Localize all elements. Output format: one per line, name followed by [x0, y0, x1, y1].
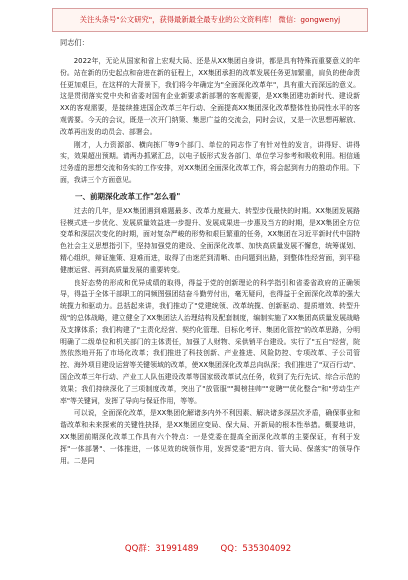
greeting: 同志们：: [60, 38, 89, 47]
qq-group-text: QQ群：31991489: [124, 544, 199, 554]
section-heading: 一、前期深化改革工作"怎么看": [75, 191, 181, 201]
promo-banner-text: 关注头条号"公文研究"，获得最新最全最专业的公文资料库！ 微信：gongwenyj: [79, 15, 341, 24]
paragraph: 2022年，无论从国家和省上宏观大局、还是从XX集团自身讲，都是具有特殊而重要意义的年份。站在新的历史起点和奋进在新的征程上，XX集团承担的改革发展任务更加繁重，肩负的使命责任更加艰巨，在这样的大背景下，我们将今年确定为"全面深化改革年"，具有重大而深远的意义。这是贯彻落实党中央和省委对国有企业新要求新部署的客观需要，是XX集团建功新时代、建设新XX的客观需要，是接续推进国企改革三年行动、全面提高XX集团深化改革整体性协同性水平的客观需要。今天的会议，既是一次开门纳策、集思广益的交流会，同时会议，又是一次思想再解放、改革再出发的动员会、部署会。: [60, 57, 360, 136]
document-body: [60, 38, 360, 468]
paragraph: 可以说，全面深化改革，是XX集团化解诸多内外不利因素、解决诸多深层次矛盾，确保事业和谐改革和未来探索的关键性抉择，是XX集团应变局、保大局、开新局的根本性举措。概要地讲，XX集团前期深化改革工作具有六个特点：一是党委在提高全面深化改革的主要保证，有利于发挥"一体部署"、一体推进，一体见效的统领作用，发挥党委"把方向、管大局、保落实"的领导作用。二是同: [60, 409, 360, 465]
promo-banner: [52, 8, 368, 32]
qq-text: QQ：535304092: [220, 544, 292, 554]
footer-contact: [118, 538, 298, 558]
paragraph: 过去的几年，是XX集团遇到难题最多、改革力度最大、转型步伐最快的时期。XX集团发展路径模式进一步优化、发展质量效益进一步提升、发展成果进一步惠及当方的时期，是XX集团全方位变革和深层次变化的时期，面对复杂严峻的形势和艰巨繁重的任务，XX集团在习近平新时代中国特色社会主义思想指引下，坚持加强党的建设、全面深化改革、加快高质量发展不懈怠，统筹谋划、精心组织，辩证施策、迎难而进，取得了由迷茫到清晰、由问题到出路，到整体性经营面，到平稳健康运营、再到高质量发展的重要转变。: [60, 206, 360, 274]
paragraph: 刚才，人力资源部、横向拣厂等9个部门、单位的同志作了有针对性的发言，讲得好、讲得实，效果超出预期。请两办抓紧汇总，以电子版形式发各部门、单位学习参考和吸收利用。相信通过务虚的思想交流和务实的工作安排，对XX集团全面深化改革工作，将会起到有力的推动作用。下面，我讲三个方面意见。: [60, 140, 360, 184]
paragraph: 良好态势的形成和优异成绩的取得，得益于党的创新理论的科学指引和省委省政府的正确领导，得益于全体干部职工的同频图强团结奋斗勤劳付出，毫无疑问，也得益于全面深化改革的强大统揽力和驱动力。总括起来讲，我们推动了"党建统领、改革统揽、创新驱动、提质增效、转型升级"的总体战略，建立健全了XX集团法人治理结构及配套制度，编制实施了XX集团高质量发展战略及支撑体系；我们构建了"主责化经营、契约化管理、目标化考评、集团化管控"的改革思路，分明明确了二级单位和机关部门的主体责任，加强了人财物、采供销平台建设。实行了"五自"经营，院然依然地开拓了市场化改革；我们推进了科技创新、产业推进、风险防控、专项改革、子公司管控、海外项目建设运营等关键领域的改革，使XX集团深化改革总向纵深；我们推进了"双百行动"、国企改革三年行动、产业工人队伍建设改革等国家级改革试点任务，收到了先行先试、综合示范的效果；我们持续深化了三项制度改革，突出了"放管服""揭榜挂帅""竞聘""优化整合"和"劳动生产率"等关键词，发挥了导向与保证作用，等等。: [60, 278, 360, 405]
